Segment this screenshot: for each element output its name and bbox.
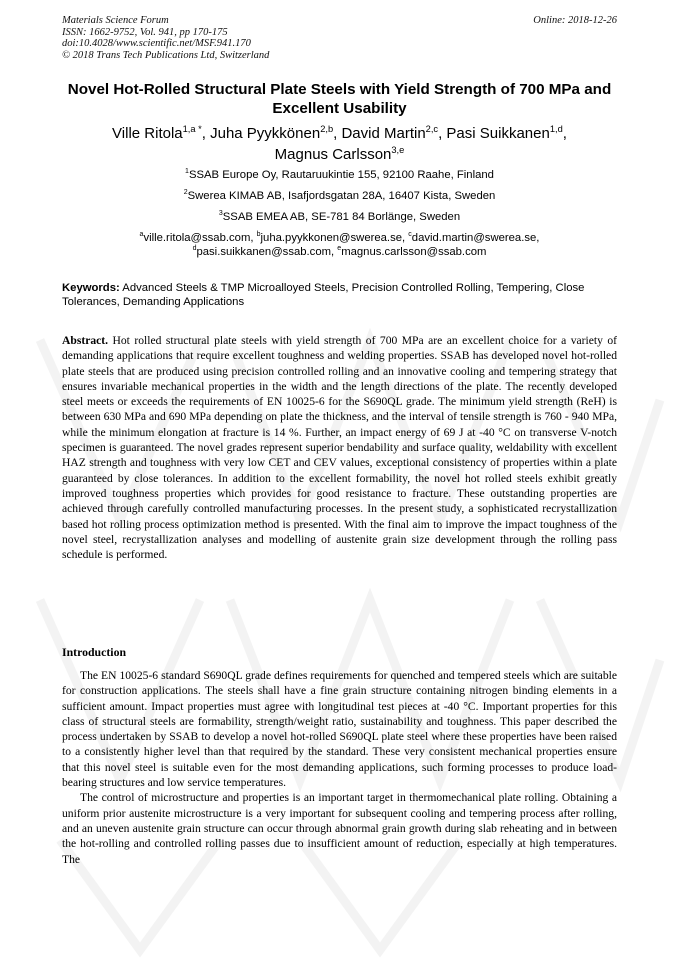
- author: David Martin$^{2,c}$,: [341, 124, 447, 142]
- author: Juha Pyykkönen$^{2,b}$,: [210, 124, 342, 142]
- author-list: [62, 123, 617, 165]
- email[interactable]: $^a$ville.ritola@ssab.com,: [139, 231, 257, 244]
- paragraph: The control of microstructure and properties is an important target in thermomechanical plate rolling. Obtaining a uniform prior austenite microstructure is a very important for subsequent cooling and tempering process after rolling, and an uneven austenite grain structure can occur through abnormal grain growth during slab reheating and in between the hot-rolling and controlled rolling passes due to insufficient amount of reduction, especially at high temperatures. The: [62, 791, 617, 866]
- keywords-block: [62, 282, 617, 309]
- affiliation-3: $^3$SSAB EMEA AB, SE-781 84 Borlänge, Sweden: [218, 210, 461, 223]
- author: Pasi Suikkanen$^{1,d}$,: [446, 124, 567, 142]
- abstract-text: Hot rolled structural plate steels with yield strength of 700 MPa are an excellent choice for a variety of demanding applications that require excellent toughness and welding properties. SSAB has developed novel hot-rolled plate steels that are produced using precision controlled rolling and an innovative cooling and tempering strategy that ensures invariable mechanical properties in the width and the length directions of the plate. The recently developed steel meets or exceeds the requirements of EN 10025-6 for the S690QL grade. The minimum yield strength (ReH) is between 630 MPa and 690 MPa depending on plate the thickness, and the interval of tensile strength is 760 - 940 MPa, while the minimum elongation at fracture is 14 %. Further, an impact energy of 69 J at -40 °C on transverse V-notch specimen is guaranteed. The novel grades represent superior bendability and surface quality, weldability with excellent HAZ strength and toughness with very low CET and CEV values, exceptional consistency of properties within a plate guaranteed by close tolerances. In addition to the excellent formability, the novel hot rolled steels exhibit greatly improved toughness properties which provides for good resistance to fracture. These outstanding properties are achieved through carefully controlled manufacturing processes. In the present study, a sophisticated recrystallization based hot rolling process optimization method is presented. With the final aim to improve the impact toughness of the novel steel, recrystallization analyses and modelling of austenite grain size development through the rolling pass schedule is performed.: [62, 334, 617, 562]
- email[interactable]: $^e$magnus.carlsson@ssab.com: [337, 244, 487, 258]
- abstract-label: Abstract.: [62, 334, 109, 347]
- paragraph: The EN 10025-6 standard S690QL grade defines requirements for quenched and tempered steels which are suitable for construction applications. The steels shall have a fine grain structure containing nitrogen binding elements in a sufficient amount. Impact properties must agree with longitudinal test pieces at -40 °C. Important properties for this class of structural steels are formability, strength/weight ratio, sustainability and toughness. This paper described the process undertaken by SSAB to develop a novel hot-rolled S690QL plate steel where these properties have been raised to a consistently higher level than that required by the standard. These very consistent mechanical properties ensure that this novel steel is suitable even for the most demanding applications, such forming processes to produce load-bearing structures and low service temperatures.: [62, 669, 617, 790]
- journal-name: Materials Science Forum: [62, 15, 169, 26]
- affiliation-1: $^1$SSAB Europe Oy, Rautaruukintie 155, 92100 Raahe, Finland: [185, 168, 494, 181]
- email[interactable]: $^b$juha.pyykkonen@swerea.se,: [256, 231, 409, 244]
- keywords-text: Advanced Steels & TMP Microalloyed Steels, Precision Controlled Rolling, Tempering, Close Tolerances, Demanding Applications: [62, 282, 585, 308]
- author-emails: [62, 232, 617, 259]
- section-heading-introduction: Introduction: [62, 645, 127, 659]
- introduction-body: [62, 668, 617, 867]
- email[interactable]: $^c$david.martin@swerea.se,: [408, 231, 540, 244]
- online-date: Online: 2018-12-26: [533, 15, 617, 26]
- copyright-line: © 2018 Trans Tech Publications Ltd, Switzerland: [62, 49, 270, 61]
- author: Magnus Carlsson$^{3,e}$: [274, 145, 405, 163]
- author: Ville Ritola$^{1,a *}$,: [112, 124, 211, 142]
- paper-title: Novel Hot-Rolled Structural Plate Steels with Yield Strength of 700 MPa and Excellent Usability: [67, 81, 612, 117]
- doi-line[interactable]: doi:10.4028/www.scientific.net/MSF.941.170: [62, 38, 251, 50]
- journal-header: [62, 15, 617, 61]
- keywords-label: Keywords:: [62, 282, 120, 294]
- abstract-block: [62, 333, 617, 562]
- affiliation-2: $^2$Swerea KIMAB AB, Isafjordsgatan 28A, 16407 Kista, Sweden: [183, 189, 496, 202]
- email[interactable]: $^d$pasi.suikkanen@ssab.com,: [192, 244, 338, 258]
- issn-line: ISSN: 1662-9752, Vol. 941, pp 170-175: [62, 26, 228, 38]
